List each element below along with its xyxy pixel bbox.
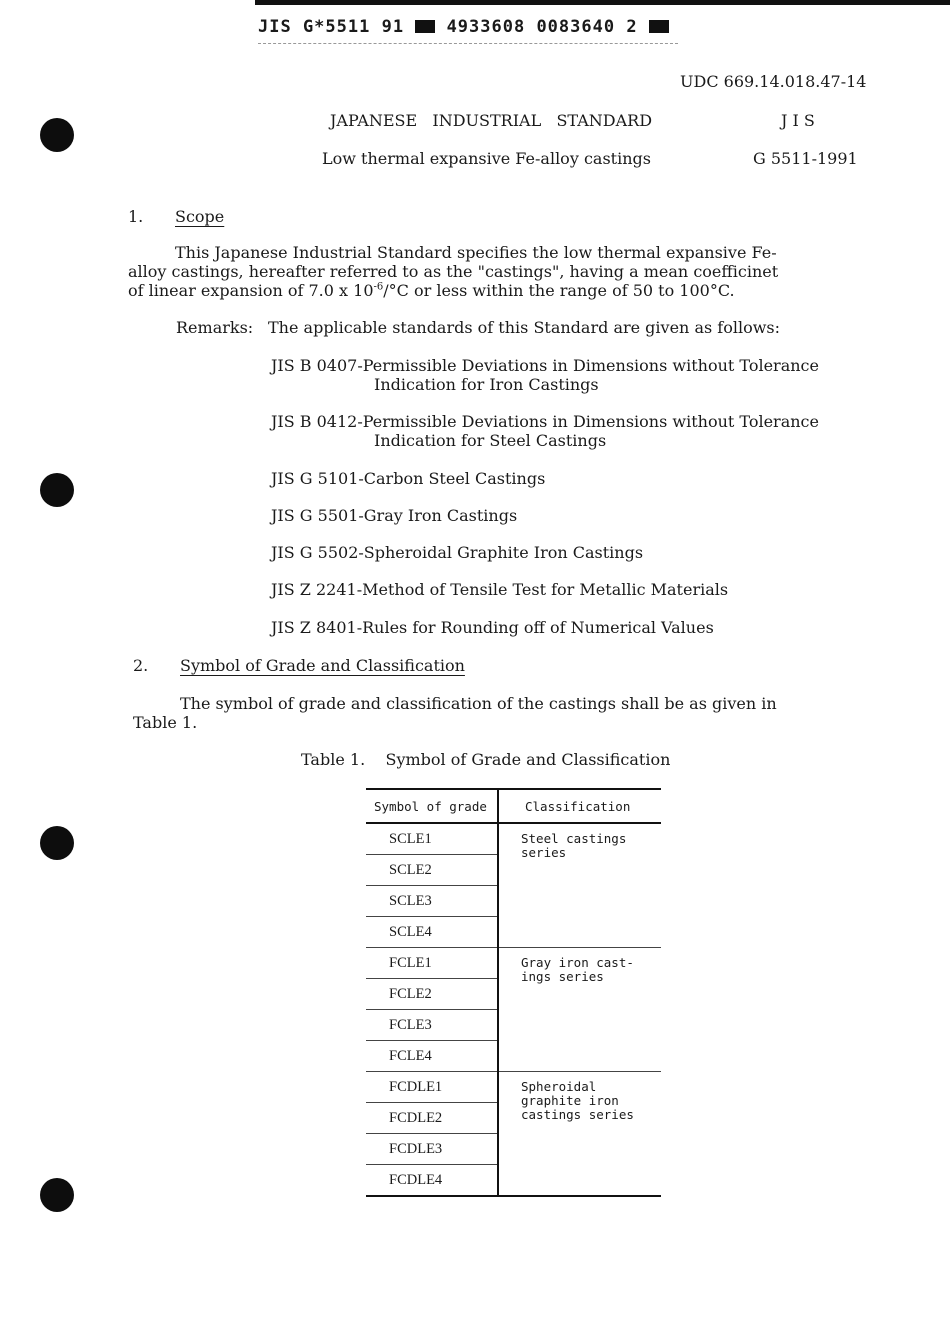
- reference-item: [271, 412, 819, 450]
- text-fragment: of linear expansion of 7.0 x 10: [128, 281, 374, 300]
- table-row: [366, 948, 661, 979]
- column-header: Symbol of grade: [366, 789, 498, 823]
- section-number: 1.: [128, 207, 144, 226]
- header-code-part2: 4933608 0083640 2: [446, 17, 638, 37]
- reference-item: [271, 356, 819, 394]
- grade-cell: FCLE4: [366, 1041, 498, 1072]
- grade-cell: SCLE1: [366, 823, 498, 855]
- table-caption: Table 1. Symbol of Grade and Classification: [301, 750, 671, 769]
- text-line: The symbol of grade and classification of the castings shall be as given in: [180, 694, 777, 713]
- section-number: 2.: [133, 656, 149, 675]
- classification-cell: Steel castings series: [498, 823, 661, 948]
- grade-cell: FCLE2: [366, 979, 498, 1010]
- jis-label: J I S: [781, 111, 815, 130]
- reference-item: JIS Z 8401-Rules for Rounding off of Numerical Values: [271, 618, 714, 637]
- header-code: [258, 17, 669, 37]
- section-heading: Symbol of Grade and Classification: [180, 656, 465, 675]
- remarks-text: The applicable standards of this Standard are given as follows:: [268, 318, 780, 337]
- header-rule: [258, 43, 678, 44]
- punch-hole: [40, 118, 74, 152]
- scope-paragraph: [128, 243, 838, 300]
- text-line: [128, 281, 838, 300]
- section-heading: Scope: [175, 207, 225, 226]
- black-block: [649, 20, 669, 33]
- classification-cell: Spheroidal graphite iron castings series: [498, 1072, 661, 1197]
- grade-cell: FCLE1: [366, 948, 498, 979]
- reference-item: JIS G 5502-Spheroidal Graphite Iron Castings: [271, 543, 644, 562]
- grade-cell: FCDLE1: [366, 1072, 498, 1103]
- text-line: alloy castings, hereafter referred to as the "castings", having a mean coefficinet: [128, 262, 779, 281]
- document-subject: Low thermal expansive Fe-alloy castings: [322, 149, 651, 168]
- reference-item: JIS Z 2241-Method of Tensile Test for Metallic Materials: [271, 580, 729, 599]
- punch-hole: [40, 473, 74, 507]
- grade-cell: FCDLE4: [366, 1165, 498, 1197]
- standard-title: JAPANESE INDUSTRIAL STANDARD: [330, 111, 653, 130]
- remarks-label: Remarks:: [176, 318, 254, 337]
- grade-cell: FCLE3: [366, 1010, 498, 1041]
- punch-hole: [40, 1178, 74, 1212]
- grade-cell: SCLE2: [366, 855, 498, 886]
- punch-hole: [40, 826, 74, 860]
- grade-cell: SCLE3: [366, 886, 498, 917]
- column-header: Classification: [498, 789, 661, 823]
- reference-item: JIS G 5501-Gray Iron Castings: [271, 506, 518, 525]
- table-row: [366, 823, 661, 855]
- text-fragment: /°C or less within the range of 50 to 100°C.: [383, 281, 735, 300]
- reference-item: JIS G 5101-Carbon Steel Castings: [271, 469, 546, 488]
- header-code-part1: JIS G*5511 91: [258, 17, 405, 37]
- reference-line: Indication for Steel Castings: [374, 431, 607, 450]
- table-row: [366, 1072, 661, 1103]
- text-line: This Japanese Industrial Standard specifies the low thermal expansive Fe-: [175, 243, 777, 262]
- grade-cell: FCDLE3: [366, 1134, 498, 1165]
- superscript: -6: [373, 281, 384, 293]
- classification-cell: Gray iron cast-ings series: [498, 948, 661, 1072]
- top-bar: [255, 0, 950, 5]
- classification-paragraph: [133, 694, 833, 732]
- black-block: [415, 20, 435, 33]
- grade-table: [366, 788, 661, 1197]
- text-line: Table 1.: [133, 713, 198, 732]
- udc-number: UDC 669.14.018.47-14: [680, 72, 867, 91]
- table-header-row: [366, 789, 661, 823]
- grade-cell: FCDLE2: [366, 1103, 498, 1134]
- standard-number: G 5511-1991: [753, 149, 858, 168]
- reference-line: JIS B 0412-Permissible Deviations in Dimensions without Tolerance: [271, 412, 819, 431]
- reference-line: JIS B 0407-Permissible Deviations in Dimensions without Tolerance: [271, 356, 819, 375]
- reference-line: Indication for Iron Castings: [374, 375, 599, 394]
- grade-cell: SCLE4: [366, 917, 498, 948]
